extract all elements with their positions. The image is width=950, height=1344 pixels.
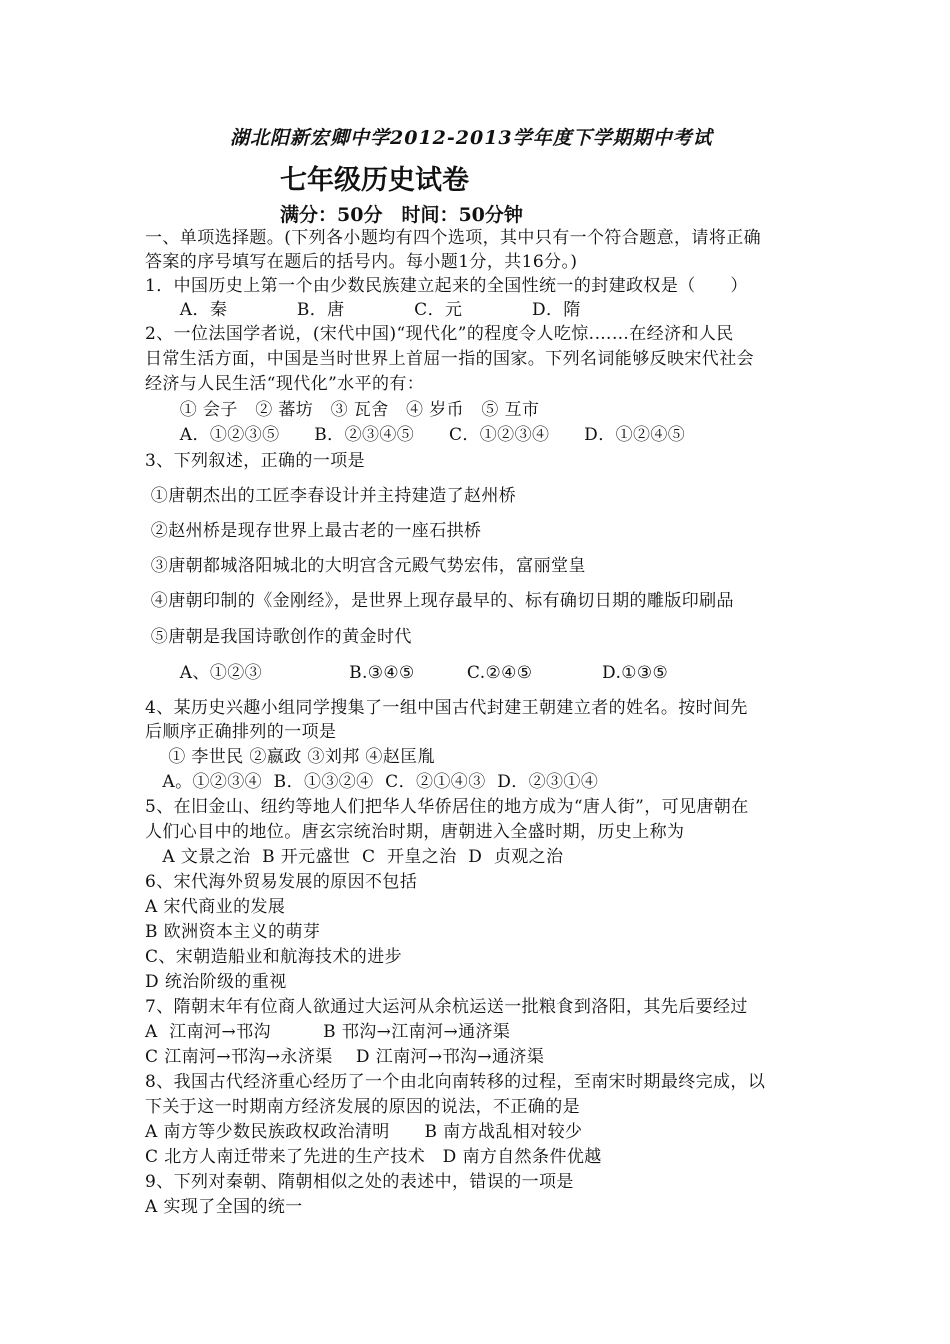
question-3-options: A、①②③ B.③④⑤ C.②④⑤ D.①③⑤ bbox=[145, 663, 669, 683]
exam-title: 七年级历史试卷 bbox=[280, 165, 469, 196]
question-3-item: ⑤唐朝是我国诗歌创作的黄金时代 bbox=[145, 627, 412, 647]
question-2-items: ① 会子 ② 蕃坊 ③ 瓦舍 ④ 岁币 ⑤ 互市 bbox=[145, 400, 540, 420]
question-8: 下关于这一时期南方经济发展的原因的说法，不正确的是 bbox=[145, 1097, 580, 1117]
question-3: 3、下列叙述，正确的一项是 bbox=[145, 451, 366, 471]
question-2: 2、一位法国学者说，(宋代中国)“现代化”的程度令人吃惊.……在经济和人民 bbox=[145, 324, 734, 344]
question-4: 4、某历史兴趣小组同学搜集了一组中国古代封建王朝建立者的姓名。按时间先 bbox=[145, 698, 748, 718]
question-1-options: A．秦 B．唐 C．元 D．隋 bbox=[145, 300, 581, 320]
question-9-option: A 实现了全国的统一 bbox=[145, 1197, 303, 1217]
section-instruction: 一、单项选择题。(下列各小题均有四个选项，其中只有一个符合题意，请将正确 bbox=[145, 228, 762, 248]
question-8-options: A 南方等少数民族政权政治清明 B 南方战乱相对较少 bbox=[145, 1122, 583, 1142]
section-instruction: 答案的序号填写在题后的括号内。每小题1分，共16分。) bbox=[145, 252, 578, 272]
question-1: 1．中国历史上第一个由少数民族建立起来的全国性统一的封建政权是（ ） bbox=[145, 276, 748, 296]
score-and-time: 满分：50分 时间：50分钟 bbox=[280, 204, 523, 226]
question-5: 人们心目中的地位。唐玄宗统治时期，唐朝进入全盛时期，历史上称为 bbox=[145, 822, 685, 842]
question-3-item: ③唐朝都城洛阳城北的大明宫含元殿气势宏伟，富丽堂皇 bbox=[145, 556, 586, 576]
question-2: 经济与人民生活“现代化”水平的有： bbox=[145, 374, 425, 394]
question-3-item: ②赵州桥是现存世界上最古老的一座石拱桥 bbox=[145, 521, 482, 541]
school-exam-header: 湖北阳新宏卿中学2012-2013学年度下学期期中考试 bbox=[230, 127, 713, 149]
question-4-items: ① 李世民 ②嬴政 ③刘邦 ④赵匡胤 bbox=[145, 747, 436, 767]
question-7: 7、隋朝末年有位商人欲通过大运河从余杭运送一批粮食到洛阳，其先后要经过 bbox=[145, 997, 748, 1017]
question-8-options: C 北方人南迁带来了先进的生产技术 D 南方自然条件优越 bbox=[145, 1147, 602, 1167]
question-6-option: A 宋代商业的发展 bbox=[145, 897, 286, 917]
question-3-item: ④唐朝印制的《金刚经》，是世界上现存最早的、标有确切日期的雕版印刷品 bbox=[145, 591, 734, 611]
question-9: 9、下列对秦朝、隋朝相似之处的表述中，错误的一项是 bbox=[145, 1172, 574, 1192]
question-4: 后顺序正确排列的一项是 bbox=[145, 722, 337, 742]
question-6: 6、宋代海外贸易发展的原因不包括 bbox=[145, 872, 418, 892]
question-6-option: C、宋朝造船业和航海技术的进步 bbox=[145, 947, 403, 967]
question-7-options: C 江南河→邗沟→永济渠 D 江南河→邗沟→通济渠 bbox=[145, 1047, 545, 1067]
question-6-option: D 统治阶级的重视 bbox=[145, 972, 287, 992]
question-7-options: A 江南河→邗沟 B 邗沟→江南河→通济渠 bbox=[145, 1022, 511, 1042]
question-5-options: A 文景之治 B 开元盛世 C 开皇之治 D 贞观之治 bbox=[145, 847, 564, 867]
question-8: 8、我国古代经济重心经历了一个由北向南转移的过程，至南宋时期最终完成，以 bbox=[145, 1072, 766, 1092]
question-2-options: A．①②③⑤ B．②③④⑤ C．①②③④ D．①②④⑤ bbox=[145, 425, 686, 445]
question-5: 5、在旧金山、纽约等地人们把华人华侨居住的地方成为“唐人街”，可见唐朝在 bbox=[145, 797, 749, 817]
question-6-option: B 欧洲资本主义的萌芽 bbox=[145, 922, 321, 942]
question-3-item: ①唐朝杰出的工匠李春设计并主持建造了赵州桥 bbox=[145, 486, 517, 506]
question-2: 日常生活方面，中国是当时世界上首屈一指的国家。下列名词能够反映宋代社会 bbox=[145, 349, 754, 369]
question-4-options: A。①②③④ B．①③②④ C．②①④③ D．②③①④ bbox=[145, 772, 599, 792]
